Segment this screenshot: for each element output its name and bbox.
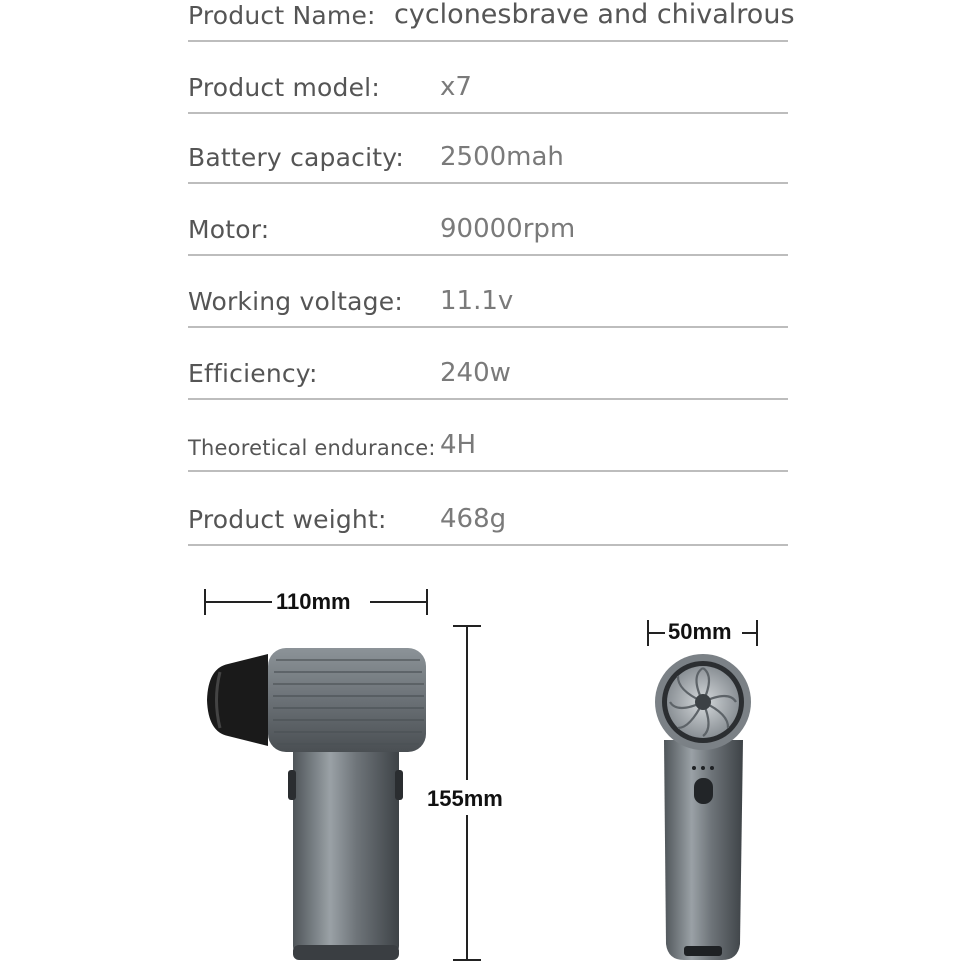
height-dimension-label: 155mm: [427, 786, 503, 811]
spec-label: Product weight:: [188, 505, 387, 534]
spec-value: 240w: [440, 358, 511, 388]
spec-value: 2500mah: [440, 142, 564, 172]
spec-value: cyclonesbrave and chivalrous: [394, 0, 795, 30]
spec-label: Working voltage:: [188, 287, 403, 316]
spec-label: Motor:: [188, 215, 270, 244]
spec-label: Product model:: [188, 73, 380, 102]
spec-label: Battery capacity:: [188, 143, 405, 172]
width-dimension-label: 110mm: [276, 589, 351, 614]
spec-value: x7: [440, 72, 472, 102]
spec-value: 4H: [440, 430, 477, 460]
spec-label: Product Name:: [188, 1, 376, 30]
spec-label: Efficiency:: [188, 359, 318, 388]
depth-dimension-label: 50mm: [668, 619, 732, 644]
spec-value: 468g: [440, 504, 507, 534]
spec-value: 11.1v: [440, 286, 514, 316]
spec-label: Theoretical endurance:: [188, 436, 436, 460]
spec-value: 90000rpm: [440, 214, 576, 244]
side-view-blower-icon: [207, 648, 426, 960]
front-view-blower-icon: [655, 654, 751, 960]
